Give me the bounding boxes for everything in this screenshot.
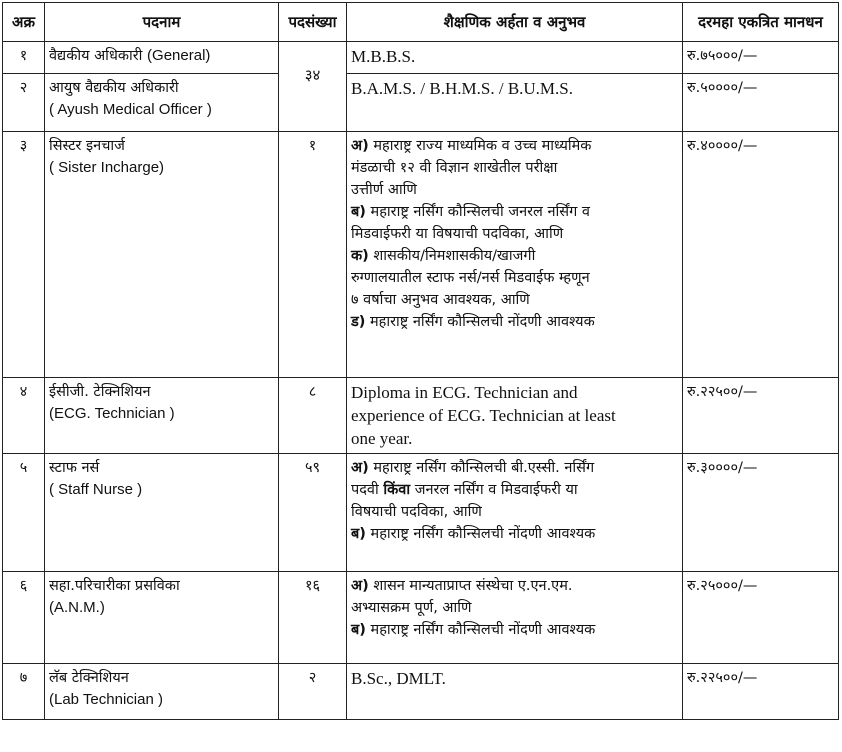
table-row [3, 42, 839, 74]
sr-cell: ४ [3, 378, 45, 454]
post-name-en: (ECG. Technician ) [49, 405, 175, 422]
header-count: पदसंख्या [279, 3, 347, 42]
qualification-cell [347, 378, 683, 454]
post-name-en: ( Sister Incharge) [49, 159, 165, 176]
clause-text: जनरल नर्सिंग व मिडवाईफरी या [414, 482, 578, 498]
post-name-en: (General) [147, 47, 211, 64]
sr-cell: ३ [3, 132, 45, 378]
post-cell [45, 664, 279, 720]
post-name-en: (A.N.M.) [49, 599, 105, 616]
clause-emphasis: किंवा [383, 482, 411, 498]
qualification-line: experience of ECG. Technician at least [351, 406, 616, 425]
qualification-line: one year. [351, 429, 413, 448]
qualification-cell [347, 454, 683, 572]
post-name-mr: सहा.परिचारीका प्रसविका [49, 578, 180, 594]
sr-cell: १ [3, 42, 45, 74]
sr-cell: ६ [3, 572, 45, 664]
post-cell [45, 132, 279, 378]
recruitment-table [2, 2, 839, 720]
qualification-cell: B.Sc., DMLT. [347, 664, 683, 720]
post-name-mr: स्टाफ नर्स [49, 460, 100, 476]
post-name-en: ( Ayush Medical Officer ) [49, 101, 212, 118]
sr-cell: ७ [3, 664, 45, 720]
salary-cell: रु.४००००/— [683, 132, 839, 378]
clause-label: ड) [351, 314, 366, 330]
header-post: पदनाम [45, 3, 279, 42]
clause-text: विषयाची पदविका, आणि [351, 504, 482, 520]
qualification-cell: M.B.B.S. [347, 42, 683, 74]
table-row [3, 454, 839, 572]
salary-cell: रु.७५०००/— [683, 42, 839, 74]
clause-text: शासकीय/निमशासकीय/खाजगी [373, 248, 536, 264]
salary-cell: रु.२२५००/— [683, 378, 839, 454]
post-name-en: ( Staff Nurse ) [49, 481, 143, 498]
header-sr: अक्र [3, 3, 45, 42]
salary-cell: रु.२२५००/— [683, 664, 839, 720]
post-name-mr: वैद्यकीय अधिकारी [49, 48, 143, 64]
post-name-mr: ईसीजी. टेक्निशियन [49, 384, 151, 400]
count-cell: १६ [279, 572, 347, 664]
post-cell [45, 74, 279, 132]
clause-label: ब) [351, 204, 366, 220]
clause-text: महाराष्ट्र नर्सिंग कौन्सिलची नोंदणी आवश्यक [370, 622, 596, 638]
count-value: ३४ [304, 66, 321, 84]
clause-label: क) [351, 248, 369, 264]
sr-cell: ५ [3, 454, 45, 572]
clause-text: महाराष्ट्र राज्य माध्यमिक व उच्च माध्यमिक [373, 138, 592, 154]
count-cell [279, 42, 347, 132]
clause-text: महाराष्ट्र नर्सिंग कौन्सिलची बी.एस्सी. नर्सिंग [373, 460, 595, 476]
clause-text: शासन मान्यताप्राप्त संस्थेचा ए.एन.एम. [373, 578, 573, 594]
post-name-mr: सिस्टर इनचार्ज [49, 138, 125, 154]
table-row [3, 572, 839, 664]
qualification-line: Diploma in ECG. Technician and [351, 383, 578, 402]
qualification-cell [347, 132, 683, 378]
clause-text: महाराष्ट्र नर्सिंग कौन्सिलची जनरल नर्सिंग व [370, 204, 590, 220]
count-cell: २ [279, 664, 347, 720]
clause-text: उत्तीर्ण आणि [351, 182, 417, 198]
post-name-en: (Lab Technician ) [49, 691, 163, 708]
qualification-cell [347, 572, 683, 664]
clause-text: महाराष्ट्र नर्सिंग कौन्सिलची नोंदणी आवश्यक [370, 526, 596, 542]
count-cell: ८ [279, 378, 347, 454]
post-name-mr: लॅब टेक्निशियन [49, 670, 129, 686]
post-cell [45, 378, 279, 454]
clause-text: मंडळाची १२ वी विज्ञान शाखेतील परीक्षा [351, 160, 558, 176]
clause-label: अ) [351, 138, 369, 154]
salary-cell: रु.३००००/— [683, 454, 839, 572]
clause-label: ब) [351, 526, 366, 542]
clause-text: महाराष्ट्र नर्सिंग कौन्सिलची नोंदणी आवश्यक [370, 314, 595, 330]
clause-text: रुग्णालयातील स्टाफ नर्स/नर्स मिडवाईफ म्हणून [351, 270, 590, 286]
clause-text: अभ्यासक्रम पूर्ण, आणि [351, 600, 472, 616]
table-row [3, 378, 839, 454]
header-salary: दरमहा एकत्रित मानधन [683, 3, 839, 42]
post-cell [45, 454, 279, 572]
post-cell [45, 572, 279, 664]
table-row [3, 664, 839, 720]
clause-label: ब) [351, 622, 366, 638]
clause-label: अ) [351, 578, 369, 594]
qualification-cell: B.A.M.S. / B.H.M.S. / B.U.M.S. [347, 74, 683, 132]
header-row [3, 3, 839, 42]
clause-label: अ) [351, 460, 369, 476]
table-row [3, 132, 839, 378]
count-cell: ५९ [279, 454, 347, 572]
salary-cell: रु.५००००/— [683, 74, 839, 132]
clause-text: मिडवाईफरी या विषयाची पदविका, आणि [351, 226, 564, 242]
clause-text: पदवी [351, 482, 379, 498]
salary-cell: रु.२५०००/— [683, 572, 839, 664]
clause-text: ७ वर्षाचा अनुभव आवश्यक, आणि [351, 292, 530, 308]
sr-cell: २ [3, 74, 45, 132]
post-cell [45, 42, 279, 74]
count-cell: १ [279, 132, 347, 378]
header-qualification: शैक्षणिक अर्हता व अनुभव [347, 3, 683, 42]
post-name-mr: आयुष वैद्यकीय अधिकारी [49, 80, 179, 96]
table-row [3, 74, 839, 132]
